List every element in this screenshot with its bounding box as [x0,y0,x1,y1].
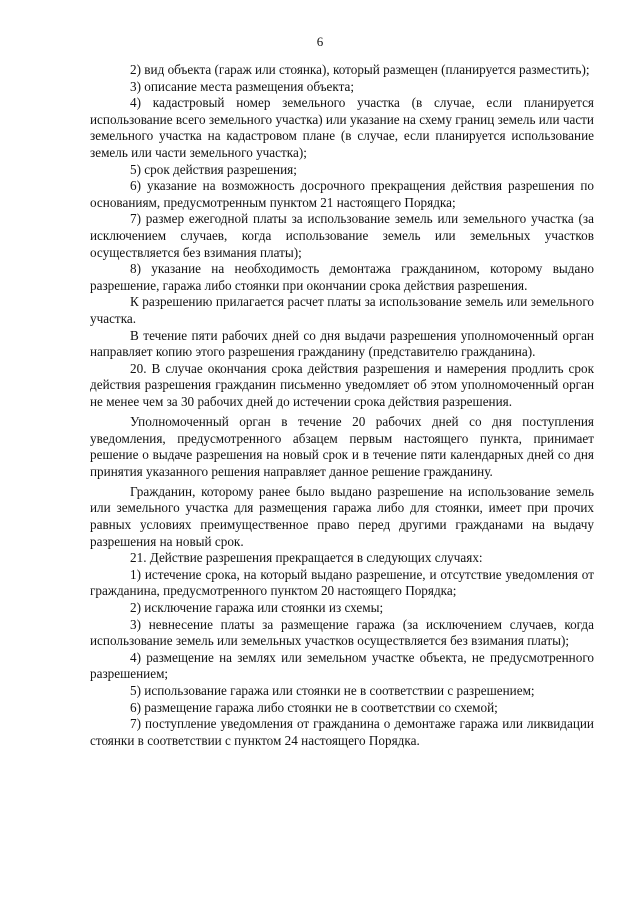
paragraph: 1) истечение срока, на который выдано разрешение, и отсутствие уведомления от гражданина, предусмотренного пунктом 20 настоящего Порядка; [90,566,594,599]
paragraph: 6) размещение гаража либо стоянки не в соответствии со схемой; [130,699,498,715]
paragraph: 7) размер ежегодной платы за использование земель или земельного участка (за исключением случаев, когда использование земель или земельных участков осуществляется без взимания платы); [90,211,594,260]
paragraph: 5) срок действия разрешения; [130,161,297,177]
paragraph: 20. В случае окончания срока действия разрешения и намерения продлить срок действия разрешения гражданин письменно уведомляет об этом уполномоченный орган не менее чем за 30 рабочих дней до истечении срока действия разрешения. [90,360,594,409]
document-body [90,62,594,749]
paragraph: К разрешению прилагается расчет платы за использование земель или земельного участка. [90,294,594,326]
paragraph: 2) исключение гаража или стоянки из схемы; [130,600,384,615]
page-number: 6 [316,34,324,49]
paragraph: 2) вид объекта (гараж или стоянка), который размещен (планируется разместить); [130,62,590,77]
paragraph: 3) невнесение платы за размещение гаража (за исключением случаев, когда использование земель или земельных участков осуществляется без взимания платы); [90,616,594,649]
paragraph: 5) использование гаража или стоянки не в соответствии с разрешением; [130,682,535,698]
paragraph: В течение пяти рабочих дней со дня выдачи разрешения уполномоченный орган направляет копию этого разрешения гражданину (представителю гражданина). [90,327,594,360]
paragraph: Уполномоченный орган в течение 20 рабочих дней со дня поступления уведомления, предусмотренного абзацем первым настоящего пункта, принимает решение о выдаче разрешения на новый срок и в течение пяти календарных дней со дня принятия указанного решения направляет данное решение гражданину. [90,413,594,479]
paragraph: 8) указание на необходимость демонтажа гражданином, которому выдано разрешение, гаража либо стоянки при окончании срока действия разрешения. [90,261,594,293]
paragraph: 3) описание места размещения объекта; [130,78,355,94]
paragraph: 6) указание на возможность досрочного прекращения действия разрешения по основаниям, предусмотренным пунктом 21 настоящего Порядка; [90,178,594,210]
paragraph: Гражданин, которому ранее было выдано разрешение на использование земель или земельного участка для размещения гаража либо для стоянки, имеет при прочих равных условиях преимущественное право перед другими гражданами на выдачу разрешения на новый срок. [90,483,594,549]
paragraph: 4) размещение на землях или земельном участке объекта, не предусмотренного разрешением; [90,649,594,682]
paragraph: 7) поступление уведомления от гражданина о демонтаже гаража или ликвидации стоянки в соответствии с пунктом 24 настоящего Порядка. [90,716,594,748]
paragraph: 4) кадастровый номер земельного участка (в случае, если планируется использование всего земельного участка) или указание на схему границ земель или части земельного участка на кадастровом плане (в случае, если планируется использование земель или части земельного участка); [90,95,594,160]
paragraph: 21. Действие разрешения прекращается в следующих случаях: [130,550,483,566]
